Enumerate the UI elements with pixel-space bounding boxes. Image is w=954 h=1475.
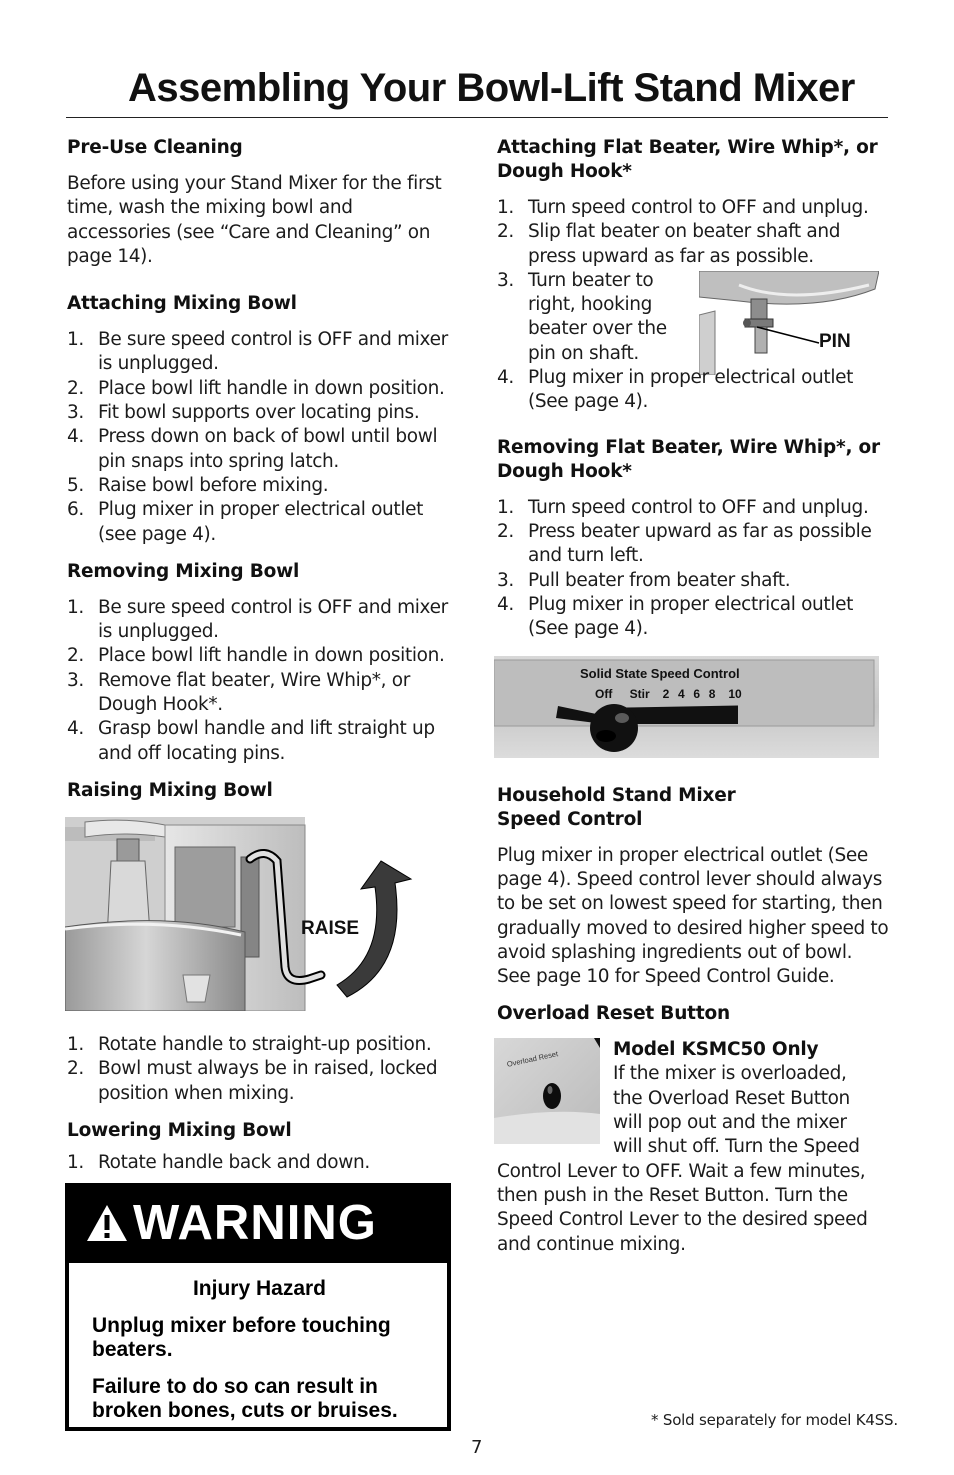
- pin-section: [497, 269, 889, 413]
- warning-line-2: Failure to do so can result in broken bones, cuts or bruises.: [92, 1375, 398, 1422]
- attach-beater-heading: Attaching Flat Beater, Wire Whip*, or Dough Hook*: [497, 137, 878, 182]
- list-item: 4. Plug mixer in proper electrical outlet (See page 4).: [497, 594, 854, 640]
- pre-use-heading: Pre-Use Cleaning: [67, 137, 243, 158]
- list-item: 3. Pull beater from beater shaft.: [497, 569, 791, 591]
- raise-label: RAISE: [301, 917, 360, 939]
- lower-bowl-list: [67, 1151, 459, 1175]
- attach-bowl-list: [67, 328, 459, 547]
- left-column: [67, 136, 459, 1175]
- remove-bowl-list: [67, 596, 459, 766]
- overload-model: Model KSMC50 Only: [613, 1039, 819, 1061]
- household-text: Plug mixer in proper electrical outlet (See page 4). Speed control lever should always to be set on lowest speed for starting, then gradually moved to desired higher speed to avoid splashing ingredients out of bowl. See page 10 for Speed Control Guide.: [497, 844, 889, 988]
- speed-lever-knob-icon: [588, 702, 640, 754]
- remove-bowl-heading: Removing Mixing Bowl: [67, 560, 300, 582]
- list-item: 2. Press beater upward as far as possible and turn left.: [497, 521, 872, 567]
- attach-beater-list: [497, 196, 889, 269]
- list-item: 1. Turn speed control to OFF and unplug.: [497, 197, 869, 218]
- attach-bowl-heading: Attaching Mixing Bowl: [67, 293, 297, 315]
- list-item: 2. Place bowl lift handle in down position.: [67, 377, 445, 399]
- list-item: 3. Turn beater to right, hooking beater over the pin on shaft.: [497, 269, 667, 364]
- list-item: 4. Grasp bowl handle and lift straight up and off locating pins.: [67, 718, 435, 764]
- list-item: 3. Fit bowl supports over locating pins.: [67, 402, 420, 424]
- warning-title: WARNING: [133, 1196, 377, 1250]
- overload-heading: Overload Reset Button: [497, 1003, 730, 1025]
- list-item: 2. Slip flat beater on beater shaft and press upward as far as possible.: [497, 221, 841, 267]
- speed-control-scale: Off Stir 2 4 6 8 10: [595, 686, 742, 701]
- list-item: 5. Raise bowl before mixing.: [67, 474, 329, 496]
- list-item: 1. Rotate handle to straight-up position.: [67, 1033, 432, 1055]
- household-heading-1: Household Stand Mixer: [497, 784, 736, 806]
- list-item: 2. Bowl must always be in raised, locked position when mixing.: [67, 1058, 438, 1104]
- page-number: 7: [471, 1437, 483, 1458]
- overload-text-line: will shut off. Turn the Speed: [613, 1136, 860, 1158]
- overload-text-line: the Overload Reset Button: [613, 1087, 850, 1109]
- list-item: 2. Place bowl lift handle in down position.: [67, 645, 445, 667]
- mixer-bowl-lift-image: [65, 817, 413, 1011]
- beater-pin-illustration: [699, 271, 879, 375]
- list-item: 6. Plug mixer in proper electrical outlet (see page 4).: [67, 499, 424, 545]
- right-column: [497, 136, 889, 1257]
- footnote: * Sold separately for model K4SS.: [651, 1411, 898, 1429]
- page-title: Assembling Your Bowl-Lift Stand Mixer: [128, 66, 855, 110]
- pre-use-text: Before using your Stand Mixer for the first time, wash the mixing bowl and accessories (see “Care and Cleaning” on page 14).: [67, 173, 442, 267]
- overload-text-line: If the mixer is overloaded,: [613, 1063, 847, 1085]
- remove-beater-heading: Removing Flat Beater, Wire Whip*, or Dough Hook*: [497, 436, 880, 482]
- warning-triangle-icon: [85, 1203, 129, 1243]
- speed-control-title: Solid State Speed Control: [580, 665, 740, 681]
- list-item: 4. Press down on back of bowl until bowl pin snaps into spring latch.: [67, 426, 438, 472]
- title-divider: [66, 117, 888, 118]
- speed-control-illustration: [494, 656, 879, 758]
- overload-text-rest: Control Lever to OFF. Wait a few minutes, then push in the Reset Button. Turn the Speed Control Lever to the desired speed and continue mixing.: [497, 1160, 868, 1255]
- list-item: 1. Be sure speed control is OFF and mixer is unplugged.: [67, 596, 448, 643]
- warning-line-1: Unplug mixer before touching beaters.: [92, 1314, 391, 1361]
- lower-bowl-heading: Lowering Mixing Bowl: [67, 1119, 292, 1141]
- warning-header: [69, 1187, 447, 1263]
- warning-box: [65, 1183, 451, 1431]
- raise-bowl-heading: Raising Mixing Bowl: [67, 779, 273, 801]
- list-item: 1. Be sure speed control is OFF and mixer is unplugged.: [67, 329, 448, 375]
- pin-label: PIN: [819, 330, 851, 352]
- household-heading-2: Speed Control: [497, 808, 643, 830]
- warning-hazard: Injury Hazard: [192, 1277, 327, 1300]
- list-item: 3. Remove flat beater, Wire Whip*, or Dough Hook*.: [67, 669, 410, 716]
- overload-reset-illustration: [494, 1038, 600, 1148]
- list-item: 1. Turn speed control to OFF and unplug.: [497, 496, 869, 518]
- list-item: 4. Plug mixer in proper electrical outlet (See page 4).: [497, 366, 854, 413]
- overload-section: [497, 1038, 889, 1256]
- raise-bowl-list: [67, 1033, 459, 1106]
- warning-body: [69, 1277, 447, 1423]
- raise-bowl-illustration: [65, 817, 413, 1011]
- overload-reset-label: Overload Reset: [506, 1049, 559, 1070]
- list-item: 1. Rotate handle back and down.: [67, 1151, 370, 1173]
- remove-beater-list: [497, 496, 889, 642]
- overload-text-line: will pop out and the mixer: [613, 1112, 847, 1134]
